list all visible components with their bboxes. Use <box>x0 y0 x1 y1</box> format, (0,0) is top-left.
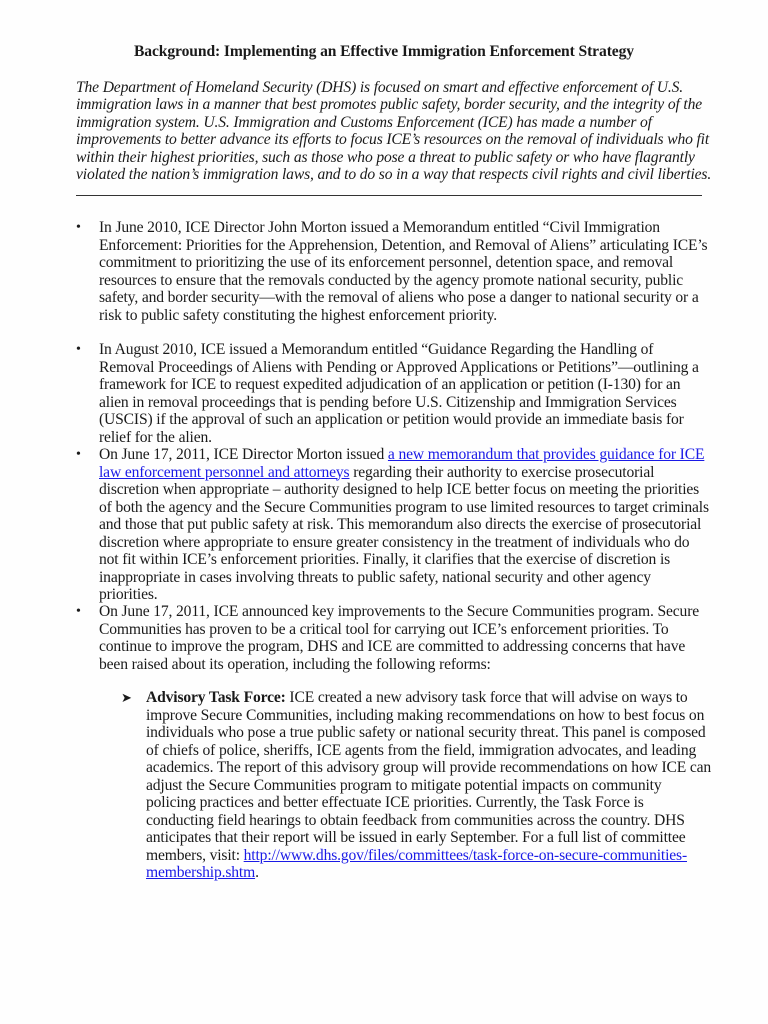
bullet-text-before: On June 17, 2011, ICE Director Morton issued <box>99 446 388 463</box>
sub-bullet-label: Advisory Task Force: <box>146 689 286 706</box>
bullet-icon: • <box>76 604 81 619</box>
bullet-icon: • <box>76 342 81 357</box>
bullet-item-1 <box>76 219 716 324</box>
bullet-icon: • <box>76 447 81 462</box>
intro-paragraph: The Department of Homeland Security (DHS) is focused on smart and effective enforcement of U.S. immigration laws in a manner that best promotes public safety, border security, and the integrity of the immigration system. U.S. Immigration and Customs Enforcement (ICE) has made a number of improvements to better advance its efforts to focus ICE’s resources on the removal of individuals who fit within their highest priorities, such as those who pose a threat to public safety or who have flagrantly violated the nation’s immigration laws, and to do so in a way that respects civil rights and civil liberties. <box>76 79 712 184</box>
arrow-bullet-icon: ➤ <box>121 690 132 705</box>
bullet-item-3 <box>76 446 716 604</box>
bullet-text: In June 2010, ICE Director John Morton issued a Memorandum entitled “Civil Immigration Enforcement: Priorities for the Apprehension, Detention, and Removal of Aliens” articulating ICE’s commitment to prioritizing the use of its enforcement personnel, detention space, and removal resources to ensure that the removals conducted by the agency promote national security, public safety, and border security—with the removal of aliens who pose a danger to national security or a risk to public safety constituting the highest enforcement priority. <box>99 219 708 324</box>
document-title: Background: Implementing an Effective Immigration Enforcement Strategy <box>133 43 635 60</box>
bullet-text: In August 2010, ICE issued a Memorandum entitled “Guidance Regarding the Handling of Removal Proceedings of Aliens with Pending or Approved Applications or Petitions”—outlining a framework for ICE to request expedited adjudication of an application or petition (I-130) for an alien in removal proceedings that is pending before U.S. Citizenship and Immigration Services (USCIS) if the approval of such an application or petition would provide an immediate basis for relief for the alien. <box>99 341 699 446</box>
sub-bullet-advisory-task-force <box>121 689 721 882</box>
bullet-text: On June 17, 2011, ICE announced key improvements to the Secure Communities program. Secure Communities has proven to be a critical tool for carrying out ICE’s enforcement priorities. To continue to improve the program, DHS and ICE are committed to addressing concerns that have been raised about its operation, including the following reforms: <box>99 603 700 673</box>
task-force-membership-link[interactable]: http://www.dhs.gov/files/committees/task-force-on-secure-communities-membership.shtm <box>146 846 687 881</box>
sub-bullet-text <box>146 689 712 882</box>
bullet-text-after: regarding their authority to exercise prosecutorial discretion when appropriate – authority designed to help ICE better focus on meeting the priorities of both the agency and the Secure Communities program to use limited resources to target criminals and those that put public safety at risk. This memorandum also directs the exercise of prosecutorial discretion where appropriate to ensure greater consistency in the treatment of individuals who do not fit within ICE’s enforcement priorities. Finally, it clarifies that the exercise of discretion is inappropriate in cases involving threats to public safety, national security and other agency priorities. <box>99 463 709 603</box>
sub-bullet-trailing: . <box>255 864 259 881</box>
memorandum-guidance-link[interactable]: a new memorandum that provides guidance for ICE law enforcement personnel and attorneys <box>99 446 705 481</box>
bullet-item-2 <box>76 341 716 446</box>
bullet-item-4 <box>76 603 716 673</box>
sub-bullet-body: ICE created a new advisory task force that will advise on ways to improve Secure Communities, including making recommendations on how to best focus on individuals who pose a true public safety or national security threat. This panel is composed of chiefs of police, sheriffs, ICE agents from the field, immigration advocates, and leading academics. The report of this advisory group will provide recommendations on how ICE can adjust the Secure Communities program to mitigate potential impacts on community policing practices and better effectuate ICE priorities. Currently, the Task Force is conducting field hearings to obtain feedback from communities across the country. DHS anticipates that their report will be issued in early September. For a full list of committee members, visit: <box>146 689 712 864</box>
bullet-text <box>99 446 711 604</box>
horizontal-rule <box>76 195 702 196</box>
bullet-icon: • <box>76 220 81 235</box>
